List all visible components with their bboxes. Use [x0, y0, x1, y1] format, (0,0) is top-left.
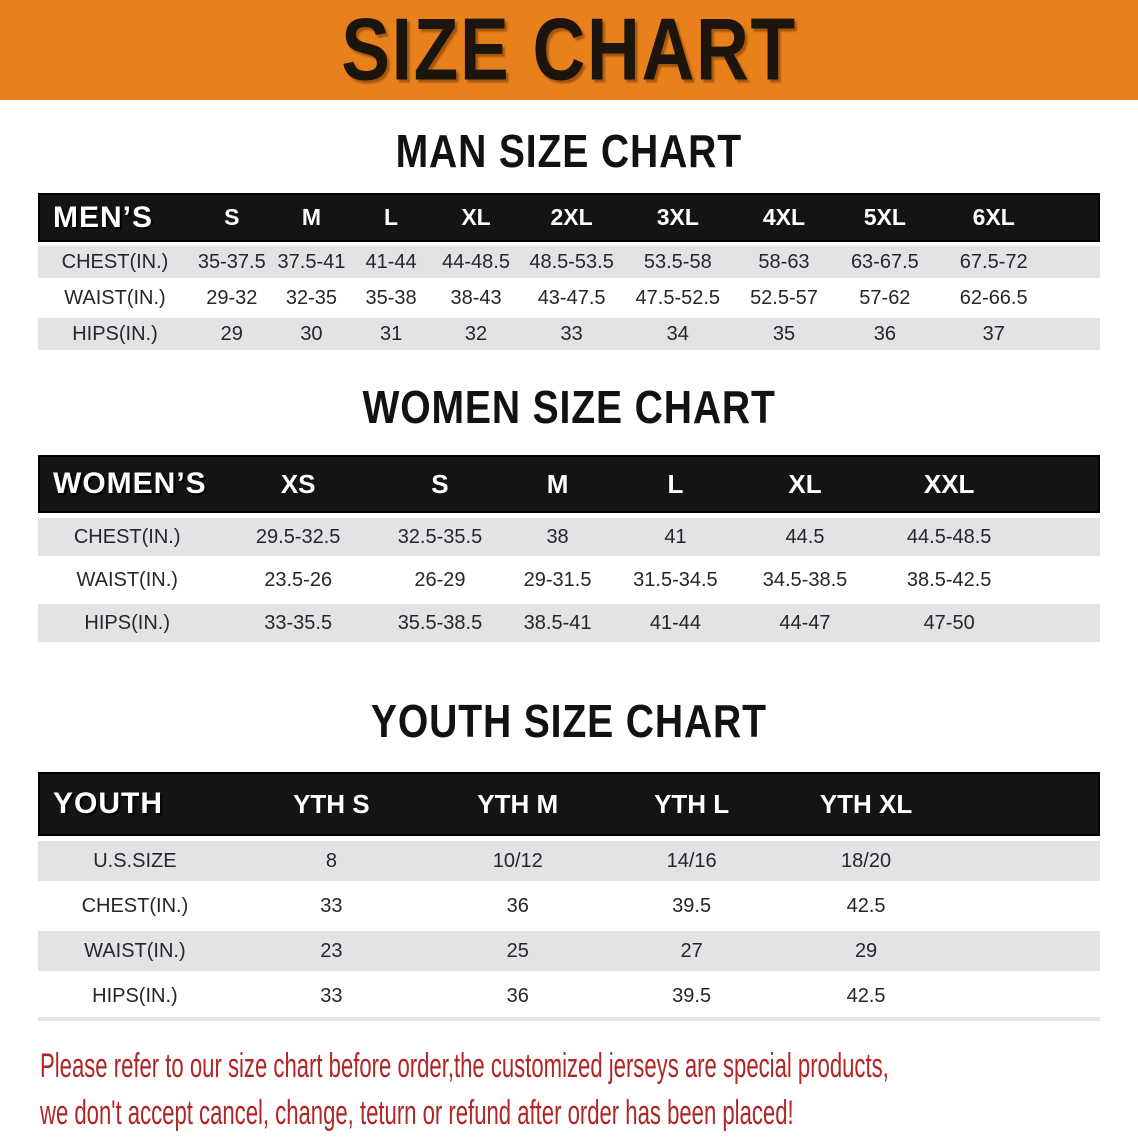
column-header: M: [301, 204, 322, 230]
table-body: [38, 841, 1100, 1021]
table-cell: 23.5-26: [264, 568, 333, 591]
table-row: [38, 518, 1100, 556]
table-cell: 18/20: [841, 849, 892, 872]
table-cell: 29: [220, 322, 243, 345]
table-cell: 29: [854, 939, 878, 962]
table-cell: 33: [560, 322, 583, 345]
column-header: 2XL: [550, 204, 593, 230]
table-cell: 39.5: [672, 984, 712, 1007]
table-cell: 26-29: [414, 568, 466, 591]
table-cell: 58-63: [758, 250, 810, 273]
table-corner-label: MEN’S: [53, 200, 154, 234]
column-header: S: [431, 468, 449, 499]
table-row: [38, 931, 1100, 971]
column-header: L: [384, 204, 399, 230]
table-cell: 41-44: [649, 611, 702, 634]
column-header: YTH L: [654, 788, 730, 819]
table-corner-label: YOUTH: [53, 787, 163, 820]
table-cell: 8: [325, 849, 337, 872]
table-cell: 57-62: [859, 286, 911, 309]
table-cell: 14/16: [666, 849, 717, 872]
mens-size-table: [38, 193, 1100, 350]
table-cell: 35-38: [365, 286, 417, 309]
table-cell: 33: [320, 894, 343, 917]
table-row: [38, 561, 1100, 599]
youth-size-table: [38, 772, 1100, 1021]
table-cell: 41-44: [365, 250, 417, 273]
row-label: HIPS(IN.): [92, 984, 178, 1007]
table-cell: 29-31.5: [523, 568, 592, 591]
column-header: XL: [788, 468, 822, 499]
table-header-row: [38, 193, 1100, 242]
table-cell: 42.5: [846, 984, 886, 1007]
row-label: HIPS(IN.): [72, 322, 158, 345]
column-header: M: [546, 468, 569, 499]
row-label: WAIST(IN.): [84, 939, 186, 962]
table-cell: 32: [464, 322, 488, 345]
column-header: 6XL: [972, 204, 1015, 230]
table-cell: 37.5-41: [277, 250, 346, 273]
column-header: L: [667, 468, 684, 499]
row-label: CHEST(IN.): [73, 525, 181, 548]
table-cell: 67.5-72: [959, 250, 1028, 273]
table-cell: 39.5: [672, 894, 712, 917]
row-label: HIPS(IN.): [84, 611, 170, 634]
banner: [0, 0, 1138, 100]
mens-section: [0, 126, 1138, 350]
table-cell: 43-47.5: [537, 286, 606, 309]
table-cell: 29-32: [206, 286, 258, 309]
table-cell: 47.5-52.5: [635, 286, 721, 309]
section-heading-text: MAN SIZE CHART: [395, 125, 743, 177]
table-cell: 31: [379, 322, 403, 345]
table-cell: 47-50: [923, 611, 975, 634]
table-cell: 34: [666, 322, 689, 345]
table-cell: 63-67.5: [850, 250, 919, 273]
column-header: YTH XL: [819, 788, 913, 819]
table-cell: 41: [664, 525, 687, 548]
table-cell: 34.5-38.5: [762, 568, 848, 591]
table-cell: 36: [873, 322, 896, 345]
section-heading-text: YOUTH SIZE CHART: [371, 695, 767, 747]
table-cell: 29.5-32.5: [255, 525, 341, 548]
table-header-row: [38, 772, 1100, 836]
table-cell: 35.5-38.5: [397, 611, 483, 634]
table-body: [38, 518, 1100, 642]
table-row: [38, 976, 1100, 1016]
table-cell: 35-37.5: [197, 250, 266, 273]
womens-size-table: [38, 455, 1100, 642]
column-header: XS: [280, 468, 316, 499]
table-cell: 38.5-41: [523, 611, 592, 634]
table-cell: 35: [772, 322, 796, 345]
column-header: YTH S: [293, 788, 370, 819]
table-cell: 38.5-42.5: [906, 568, 992, 591]
column-header: 3XL: [656, 204, 699, 230]
table-cell: 38-43: [450, 286, 502, 309]
row-label: CHEST(IN.): [61, 250, 169, 273]
table-row: [38, 246, 1100, 278]
table-cell: 36: [506, 984, 529, 1007]
table-cell: 32-35: [285, 286, 338, 309]
table-cell: 33: [320, 984, 343, 1007]
table-corner-label: WOMEN’S: [53, 467, 207, 500]
table-cell: 32.5-35.5: [397, 525, 483, 548]
column-header: XXL: [923, 468, 975, 499]
column-header: YTH M: [477, 788, 559, 819]
table-row: [38, 886, 1100, 926]
table-cell: 44-47: [779, 611, 831, 634]
table-cell: 23: [320, 939, 343, 962]
row-label: U.S.SIZE: [93, 849, 177, 872]
table-cell: 33-35.5: [264, 611, 333, 634]
column-header: S: [224, 204, 240, 230]
table-body: [38, 246, 1100, 350]
youth-section-heading: [0, 696, 1138, 746]
column-header: 4XL: [762, 204, 806, 230]
banner-title: SIZE CHART: [341, 0, 797, 99]
table-row: [38, 282, 1100, 314]
table-cell: 38: [546, 525, 569, 548]
disclaimer-line-2: we don't accept cancel, change, teturn or refund after order has been placed!: [40, 1094, 794, 1132]
row-label: CHEST(IN.): [81, 894, 189, 917]
section-heading-text: WOMEN SIZE CHART: [362, 381, 776, 433]
column-header: 5XL: [863, 204, 906, 230]
table-cell: 44.5-48.5: [906, 525, 992, 548]
table-row: [38, 318, 1100, 350]
row-label: WAIST(IN.): [76, 568, 178, 591]
table-cell: 31.5-34.5: [633, 568, 718, 591]
table-cell: 42.5: [846, 894, 886, 917]
womens-section-heading: [0, 382, 1138, 432]
table-row: [38, 604, 1100, 642]
table-cell: 36: [506, 894, 529, 917]
disclaimer: [40, 1043, 1138, 1137]
table-cell: 52.5-57: [750, 286, 818, 309]
table-cell: 53.5-58: [643, 250, 712, 273]
womens-section: [0, 382, 1138, 642]
youth-section: [0, 696, 1138, 1021]
table-cell: 44.5: [785, 525, 825, 548]
table-cell: 27: [680, 939, 703, 962]
table-cell: 44-48.5: [442, 250, 510, 273]
table-cell: 48.5-53.5: [529, 250, 614, 273]
column-header: XL: [461, 204, 491, 230]
table-cell: 25: [506, 939, 529, 962]
table-header-row: [38, 455, 1100, 513]
table-cell: 10/12: [492, 849, 543, 872]
row-label: WAIST(IN.): [64, 286, 166, 309]
table-cell: 62-66.5: [959, 286, 1028, 309]
table-cell: 30: [300, 322, 323, 345]
disclaimer-line-1: Please refer to our size chart before order,the customized jerseys are special products,: [40, 1047, 889, 1085]
mens-section-heading: [0, 126, 1138, 176]
table-row: [38, 841, 1100, 881]
table-cell: 37: [982, 322, 1005, 345]
